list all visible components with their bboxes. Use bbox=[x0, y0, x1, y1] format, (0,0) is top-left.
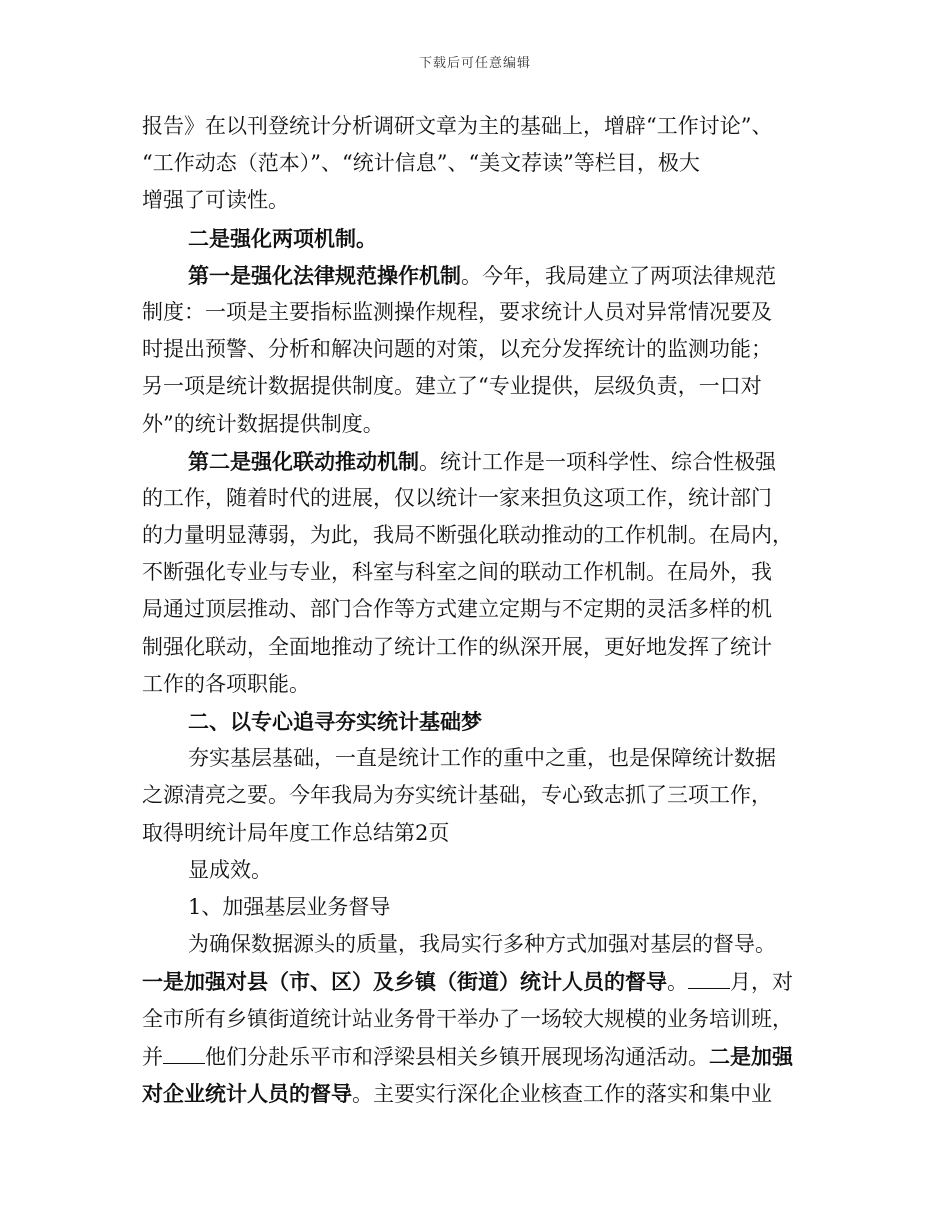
paragraph-line: 显成效。 bbox=[188, 857, 272, 882]
page-footer-line: 取得明统计局年度工作总结第2页 bbox=[142, 820, 450, 845]
paragraph-text: 。统计工作是一项科学性、综合性极强 bbox=[419, 449, 776, 474]
paragraph-line: 报告》在以刊登统计分析调研文章为主的基础上，增辟“工作讨论”、 bbox=[142, 114, 773, 138]
bold-lead: 一是加强对县（市、区）及乡镇（街道）统计人员的督导 bbox=[142, 969, 667, 995]
paragraph-line: 制度：一项是主要指标监测操作规程，要求统计人员对异常情况要及 bbox=[142, 299, 772, 324]
paragraph-line bbox=[142, 1075, 822, 1112]
paragraph-line: 全市所有乡镇街道统计站业务骨干举办了一场较大规模的业务培训班， bbox=[142, 1006, 793, 1031]
paragraph-text: 。 bbox=[667, 970, 688, 995]
section-heading: 二是强化两项机制。 bbox=[188, 225, 377, 251]
paragraph-line: 为确保数据源头的质量，我局实行多种方式加强对基层的督导。 bbox=[188, 932, 776, 957]
paragraph-text: 。主要实行深化企业核查工作的落实和集中业 bbox=[352, 1081, 772, 1106]
paragraph-line: 时提出预警、分析和解决问题的对策，以充分发挥统计的监测功能； bbox=[142, 337, 772, 362]
paragraph-line: 增强了可读性。 bbox=[142, 188, 289, 213]
paragraph-line: 工作的各项职能。 bbox=[142, 671, 310, 696]
blank-underline bbox=[688, 966, 730, 989]
paragraph-text: 月，对 bbox=[730, 970, 793, 995]
document-body bbox=[142, 108, 822, 1112]
paragraph-line: 另一项是统计数据提供制度。建立了“专业提供，层级负责，一口对 bbox=[142, 374, 762, 399]
paragraph-line: 的工作，随着时代的进展，仅以统计一家来担负这项工作，统计部门 bbox=[142, 485, 772, 510]
section-heading: 二、以专心追寻夯实统计基础梦 bbox=[188, 709, 482, 734]
paragraph-line bbox=[142, 443, 822, 480]
paragraph-line: 的力量明显薄弱，为此，我局不断强化联动推动的工作机制。在局内， bbox=[142, 523, 793, 548]
paragraph-line: “工作动态（范本）”、“统计信息”、“美文荐读”等栏目，极大 bbox=[142, 151, 700, 176]
paragraph-line: 之源清亮之要。今年我局为夯实统计基础，专心致志抓了三项工作， bbox=[142, 783, 772, 808]
paragraph-line: 夯实基层基础，一直是统计工作的重中之重，也是保障统计数据 bbox=[188, 746, 776, 771]
bold-lead: 对企业统计人员的督导 bbox=[142, 1080, 352, 1106]
subsection-heading: 1、加强基层业务督导 bbox=[188, 894, 391, 919]
page-header-note: 下载后可任意编辑 bbox=[418, 56, 531, 71]
paragraph-text: 并 bbox=[142, 1044, 163, 1069]
paragraph-text: 他们分赴乐平市和浮梁县相关乡镇开展现场沟通活动。 bbox=[205, 1044, 709, 1069]
bold-lead: 第一是强化法律规范操作机制 bbox=[188, 262, 461, 288]
bold-lead: 二是加强 bbox=[709, 1043, 793, 1069]
bold-lead: 第二是强化联动推动机制 bbox=[188, 448, 419, 474]
paragraph-line bbox=[142, 1038, 822, 1075]
paragraph-line: 制强化联动，全面地推动了统计工作的纵深开展，更好地发挥了统计 bbox=[142, 634, 772, 659]
paragraph-line: 不断强化专业与专业，科室与科室之间的联动工作机制。在局外，我 bbox=[142, 560, 772, 585]
paragraph-line: 局通过顶层推动、部门合作等方式建立定期与不定期的灵活多样的机 bbox=[142, 597, 772, 622]
paragraph-line bbox=[142, 963, 822, 1000]
paragraph-line bbox=[142, 257, 822, 294]
paragraph-line: 外”的统计数据提供制度。 bbox=[142, 411, 384, 436]
blank-underline bbox=[163, 1041, 205, 1064]
paragraph-text: 。今年，我局建立了两项法律规范 bbox=[461, 263, 776, 288]
